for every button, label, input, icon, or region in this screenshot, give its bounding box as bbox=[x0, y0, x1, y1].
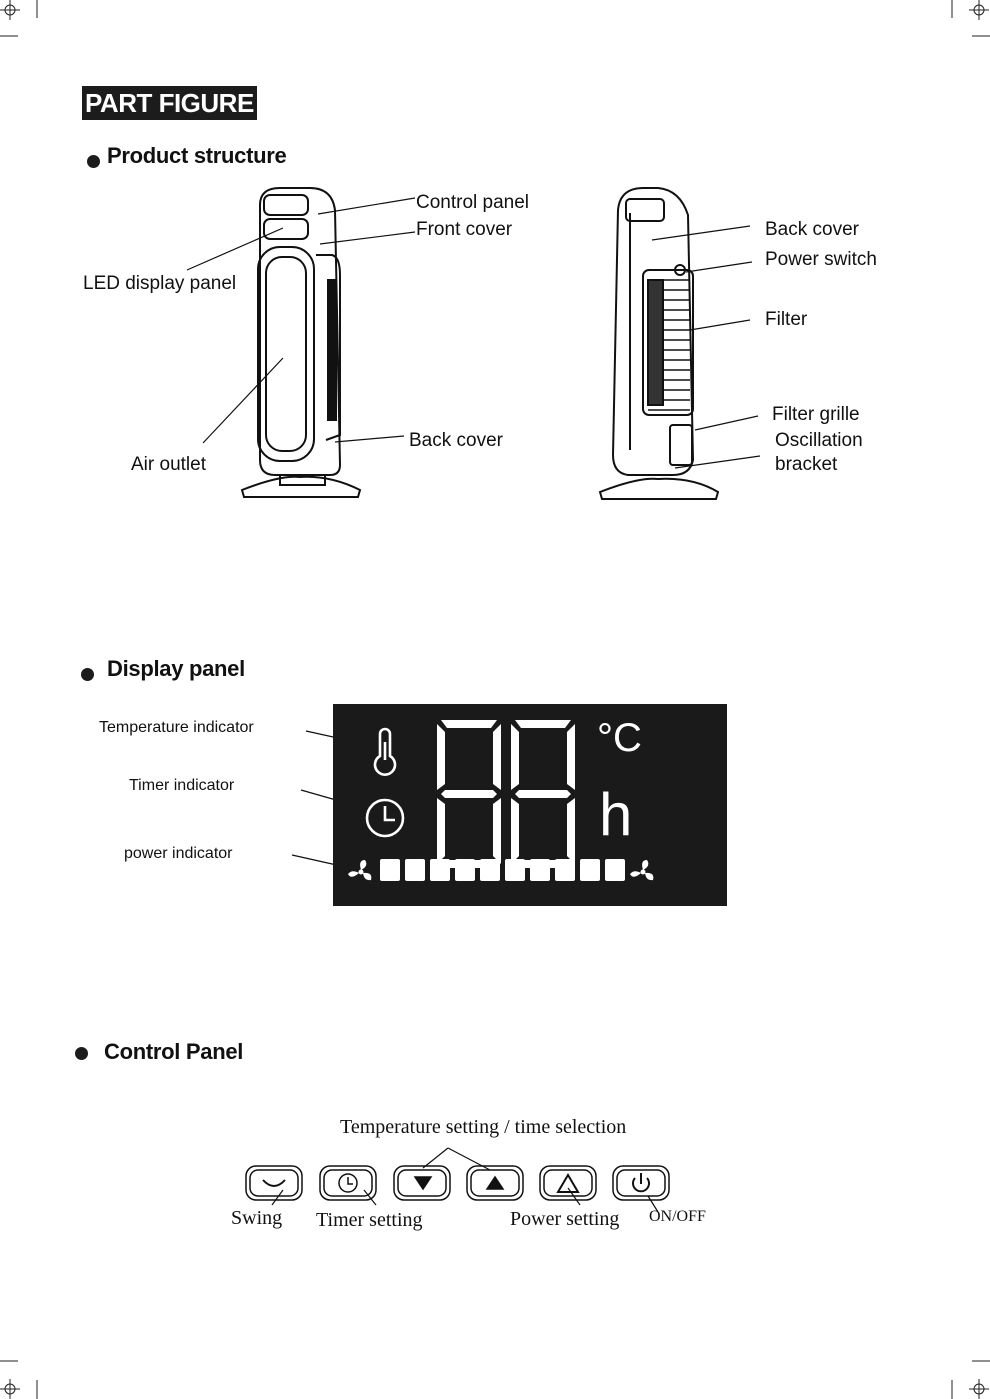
power-setting-button[interactable] bbox=[540, 1166, 596, 1200]
label-temp-time-selection: Temperature setting / time selection bbox=[340, 1116, 627, 1138]
label-timer-setting: Timer setting bbox=[316, 1209, 423, 1231]
label-power-switch: Power switch bbox=[765, 249, 877, 270]
label-filter: Filter bbox=[765, 309, 808, 330]
up-button[interactable] bbox=[467, 1166, 523, 1200]
label-led-display-panel: LED display panel bbox=[83, 273, 237, 294]
label-filter-grille: Filter grille bbox=[772, 404, 860, 425]
label-front-cover: Front cover bbox=[416, 219, 513, 240]
product-structure-heading: Product structure bbox=[107, 143, 287, 168]
label-back-cover-front: Back cover bbox=[409, 430, 503, 451]
label-temperature-indicator: Temperature indicator bbox=[99, 719, 254, 736]
label-power-setting: Power setting bbox=[510, 1208, 620, 1230]
label-swing: Swing bbox=[231, 1207, 283, 1229]
celsius-unit: °C bbox=[597, 716, 642, 760]
label-power-indicator: power indicator bbox=[124, 845, 233, 862]
label-oscillation: Oscillation bbox=[775, 430, 863, 451]
hour-unit: h bbox=[599, 781, 633, 848]
swing-button[interactable] bbox=[246, 1166, 302, 1200]
on-off-button[interactable] bbox=[613, 1166, 669, 1200]
label-timer-indicator: Timer indicator bbox=[129, 777, 235, 794]
label-air-outlet: Air outlet bbox=[131, 454, 206, 475]
down-button[interactable] bbox=[394, 1166, 450, 1200]
label-bracket: bracket bbox=[775, 454, 838, 475]
display-panel-heading: Display panel bbox=[107, 656, 245, 681]
control-panel-heading: Control Panel bbox=[104, 1039, 244, 1064]
page-title: PART FIGURE bbox=[82, 86, 257, 120]
label-on-off: ON/OFF bbox=[649, 1208, 706, 1225]
label-control-panel: Control panel bbox=[416, 192, 530, 213]
label-back-cover-rear: Back cover bbox=[765, 219, 859, 240]
